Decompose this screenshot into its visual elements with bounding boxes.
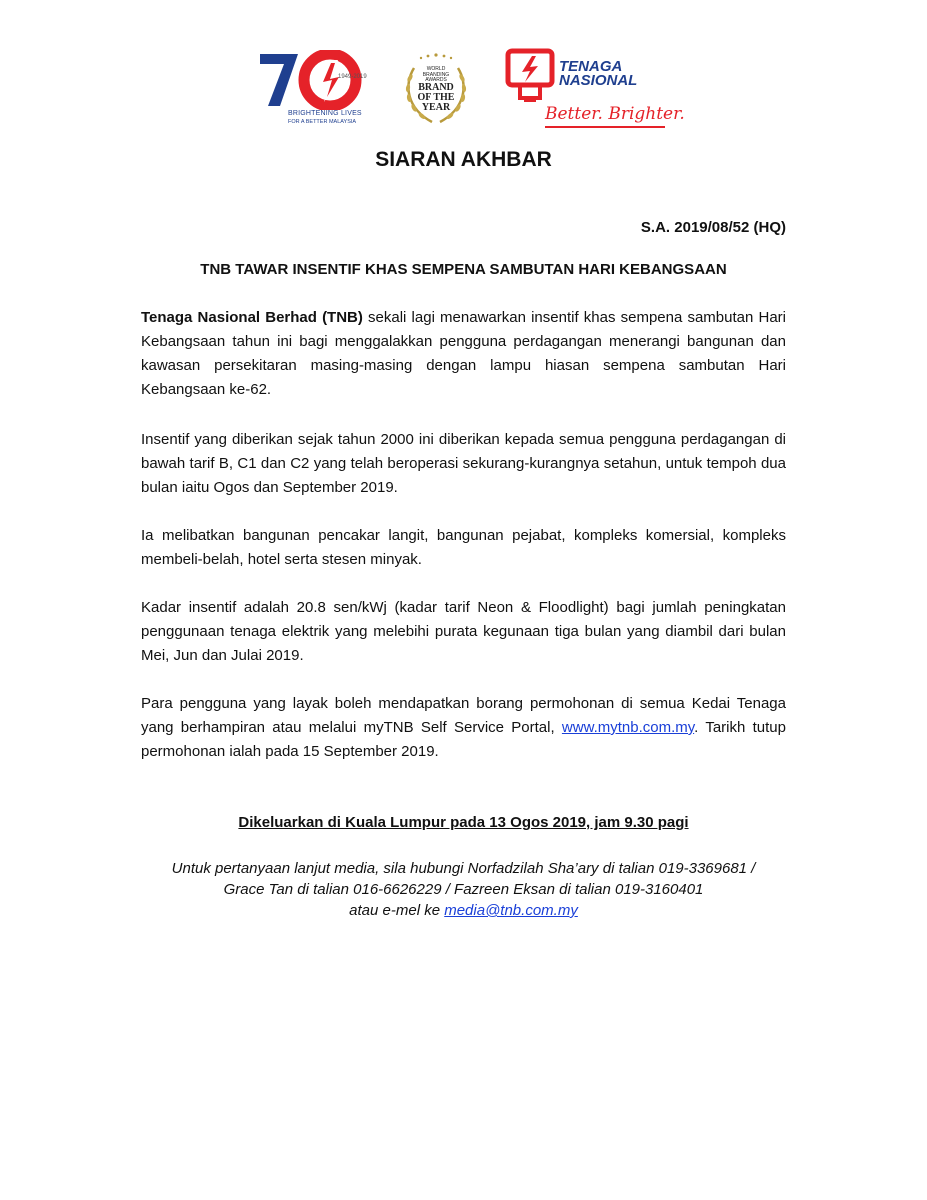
brand-of-the-year-award	[396, 50, 476, 130]
anniversary-subtagline: FOR A BETTER MALAYSIA	[288, 119, 357, 125]
media-email-link[interactable]: media@tnb.com.my	[444, 902, 578, 919]
company-name: Tenaga Nasional Berhad (TNB)	[141, 309, 363, 326]
contact-line-1: Untuk pertanyaan lanjut media, sila hubungi Norfadzilah Sha’ary di talian 019-3369681 /	[171, 860, 756, 877]
tnb-wordmark: TENAGA NASIONAL	[559, 58, 638, 89]
paragraph-5: Para pengguna yang layak boleh mendapatkan borang permohonan di semua Kedai Tenaga yang berhampiran atau melalui myTNB Self Service Portal, www.mytnb.com.my. Tarikh tutup permohonan ialah pada 15 September 2019.	[141, 695, 786, 760]
media-contact	[0, 858, 927, 921]
paragraph-1: Tenaga Nasional Berhad (TNB) sekali lagi menawarkan insentif khas sempena sambutan Hari Kebangsaan tahun ini bagi menggalakkan pengguna perdagangan menerangi bangunan dan kawasan persekitaran masing-masing dengan lampu hiasan sempena sambutan Hari Kebangsaan ke-62.	[141, 309, 786, 398]
reference-number: S.A. 2019/08/52 (HQ)	[640, 219, 786, 236]
contact-line-2: Grace Tan di talian 016-6626229 / Fazreen Eksan di talian 019-3160401	[223, 881, 704, 898]
header-logos	[0, 48, 927, 138]
headline: TNB TAWAR INSENTIF KHAS SEMPENA SAMBUTAN HARI KEBANGSAAN	[200, 261, 727, 278]
award-title: BRAND OF THE YEAR	[417, 82, 455, 113]
tnb-bulb-icon	[505, 48, 557, 104]
contact-line-3: atau e-mel ke media@tnb.com.my	[349, 902, 578, 919]
anniversary-years: 1949-2019	[338, 74, 367, 80]
award-small-text: WORLD BRANDING AWARDS	[422, 66, 450, 83]
paragraph-3: Ia melibatkan bangunan pencakar langit, bangunan pejabat, kompleks komersial, kompleks membeli-belah, hotel serta stesen minyak.	[141, 527, 786, 568]
anniversary-70-logo	[258, 50, 370, 132]
tenaga-nasional-logo	[505, 48, 685, 136]
paragraph-2: Insentif yang diberikan sejak tahun 2000 ini diberikan kepada semua pengguna perdagangan di bawah tarif B, C1 dan C2 yang telah beroperasi sekurang-kurangnya setahun, untuk tempoh dua bulan iaitu Ogos dan September 2019.	[141, 431, 786, 496]
slogan-underline	[545, 126, 665, 128]
tnb-slogan: Better. Brighter.	[545, 104, 685, 124]
mytnb-link[interactable]: www.mytnb.com.my	[561, 719, 695, 736]
anniversary-tagline: BRIGHTENING LIVES	[288, 110, 362, 117]
seventy-mark-icon	[258, 50, 370, 110]
page-title: SIARAN AKHBAR	[375, 148, 552, 171]
issued-statement: Dikeluarkan di Kuala Lumpur pada 13 Ogos 2019, jam 9.30 pagi	[238, 814, 689, 831]
paragraph-4: Kadar insentif adalah 20.8 sen/kWj (kadar tarif Neon & Floodlight) bagi jumlah peningkatan penggunaan tenaga elektrik yang melebihi purata kegunaan tiga bulan yang diambil dari bulan Mei, Jun dan Julai 2019.	[141, 599, 786, 664]
